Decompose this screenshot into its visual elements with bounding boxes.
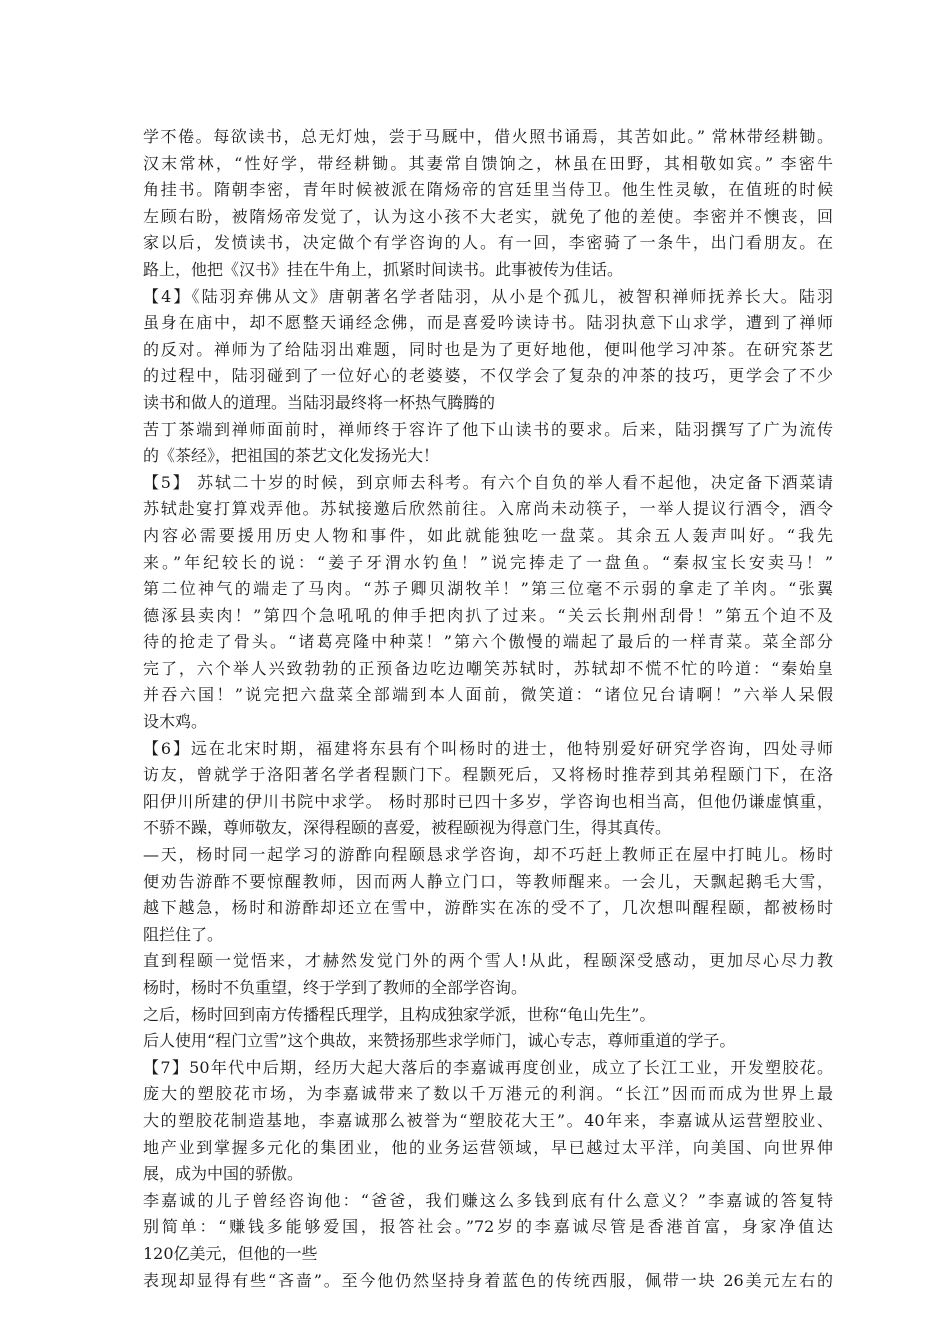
text-line: 别简单：“赚钱多能够爱国，报答社会。”72岁的李嘉诚尽管是香港首富，身家净值达 [143, 1217, 833, 1237]
text-line: 大的塑胶花制造基地，李嘉诚那么被誉为“塑胶花大王”。40年来，李嘉诚从运营塑胶业、 [143, 1110, 833, 1130]
text-line: 后人使用“程门立雪”这个典故，来赞扬那些求学师门，诚心专志，尊师重道的学子。 [143, 1031, 736, 1051]
text-line: 读书和做人的道理。当陆羽最终将一杯热气腾腾的 [143, 392, 496, 412]
text-line: 苏轼赴宴打算戏弄他。苏轼接邀后欣然前往。入席尚未动筷子，一举人提议行酒令，酒令 [143, 499, 833, 519]
text-line: 虽身在庙中，却不愿整天诵经念佛，而是喜爱吟读诗书。陆羽执意下山求学，遭到了禅师 [143, 313, 833, 333]
text-line: 阻拦住了。 [143, 924, 224, 944]
text-line: 汉末常林，“性好学，带经耕锄。其妻常自馈饷之，林虽在田野，其相敬如宾。” 李密牛 [143, 153, 833, 173]
text-line: 地产业到掌握多元化的集团业，他的业务运营领域，早已越过太平洋，向美国、向世界伸 [143, 1137, 833, 1157]
text-line: 完了，六个举人兴致勃勃的正预备边吃边嘲笑苏轼时，苏轼却不慌不忙的吟道：“秦始皇 [143, 658, 833, 678]
text-line: 李嘉诚的儿子曾经咨询他：“爸爸，我们赚这么多钱到底有什么意义？”李嘉诚的答复特 [143, 1190, 833, 1210]
text-line: 庞大的塑胶花市场，为李嘉诚带来了数以千万港元的利润。“长江”因而而成为世界上最 [143, 1084, 833, 1104]
text-line: 并吞六国！”说完把六盘菜全部端到本人面前，微笑道：“诸位兄台请啊！”六举人呆假 [143, 685, 833, 705]
text-line: 【4】《陆羽弃佛从文》唐朝著名学者陆羽，从小是个孤儿，被智积禅师抚养长大。陆羽 [143, 286, 833, 306]
text-line: —天，杨时同一起学习的游酢向程颐恳求学咨询，却不巧赶上教师正在屋中打盹儿。杨时 [143, 845, 833, 865]
text-line: 来。”年纪较长的说：“姜子牙渭水钓鱼！”说完捧走了一盘鱼。“秦叔宝长安卖马！” [143, 552, 833, 572]
text-line: 阳伊川所建的伊川书院中求学。 杨时那时已四十多岁，学咨询也相当高，但他仍谦虚慎重， [143, 791, 833, 811]
text-line: 访友，曾就学于洛阳著名学者程颢门下。程颢死后，又将杨时推荐到其弟程颐门下，在洛 [143, 765, 833, 785]
text-line: 设木鸡。 [143, 712, 208, 732]
text-line: 表现却显得有些“吝啬”。至今他仍然坚持身着蓝色的传统西服，佩带一块 26美元左右的 [143, 1270, 833, 1290]
text-line: 便劝告游酢不要惊醒教师，因而两人静立门口，等教师醒来。一会儿，天飘起鹅毛大雪， [143, 871, 833, 891]
text-line: 越下越急，杨时和游酢却还立在雪中，游酢实在冻的受不了，几次想叫醒程颐，都被杨时 [143, 898, 833, 918]
text-line: 左顾右盼，被隋炀帝发觉了，认为这小孩不大老实，就免了他的差使。李密并不懊丧，回 [143, 206, 833, 226]
text-line: 120亿美元，但他的一些 [143, 1243, 318, 1263]
text-line: 【5】 苏轼二十岁的时候，到京师去科考。有六个自负的举人看不起他，决定备下酒菜请 [143, 472, 833, 492]
text-line: 【6】远在北宋时期，福建将东县有个叫杨时的进士，他特别爱好研究学咨询，四处寻师 [143, 738, 833, 758]
text-line: 之后，杨时回到南方传播程氏理学，且构成独家学派，世称“龟山先生”。 [143, 1004, 656, 1024]
text-line: 杨时，杨时不负重望，终于学到了教师的全部学咨询。 [143, 978, 528, 997]
text-line: 角挂书。隋朝李密，青年时候被派在隋炀帝的宫廷里当侍卫。他生性灵敏，在值班的时候 [143, 180, 833, 200]
text-line: 学不倦。每欲读书，总无灯烛，尝于马厩中，借火照书诵焉，其苦如此。” 常林带经耕锄。 [143, 127, 833, 146]
text-line: 苦丁茶端到禅师面前时，禅师终于容许了他下山读书的要求。后来，陆羽撰写了广为流传 [143, 419, 833, 439]
text-line: 的反对。禅师为了给陆羽出难题，同时也是为了更好地他，便叫他学习冲茶。在研究茶艺 [143, 339, 833, 359]
text-line: 展，成为中国的骄傲。 [143, 1164, 304, 1184]
text-line: 内容必需要援用历史人物和事件，如此就能独吃一盘菜。其余五人轰声叫好。“我先 [143, 525, 833, 545]
text-line: 待的抢走了骨头。“诸葛亮隆中种菜！”第六个傲慢的端起了最后的一样青菜。菜全部分 [143, 632, 833, 652]
text-line: 不骄不躁，尊师敬友，深得程颐的喜爱，被程颐视为得意门生，得其真传。 [143, 818, 672, 838]
text-line: 德涿县卖肉！”第四个急吼吼的伸手把肉扒了过来。“关云长荆州刮骨！”第五个迫不及 [143, 605, 833, 625]
text-line: 的过程中，陆羽碰到了一位好心的老婆婆，不仅学会了复杂的冲茶的技巧，更学会了不少 [143, 366, 833, 386]
text-line: 【7】50年代中后期，经历大起大落后的李嘉诚再度创业，成立了长江工业，开发塑胶花。 [143, 1057, 833, 1077]
text-line: 家以后，发愤读书，决定做个有学咨询的人。有一回，李密骑了一条牛，出门看朋友。在 [143, 233, 833, 253]
text-line: 的《茶经》，把祖国的茶艺文化发扬光大！ [143, 446, 440, 466]
text-line: 路上，他把《汉书》挂在牛角上，抓紧时间读书。此事被传为佳话。 [143, 259, 624, 279]
document-body [143, 124, 833, 1294]
text-line: 第二位神气的端走了马肉。“苏子卿贝湖牧羊！”第三位毫不示弱的拿走了羊肉。“张翼 [143, 579, 833, 599]
text-line: 直到程颐一觉悟来，才赫然发觉门外的两个雪人!从此，程颐深受感动，更加尽心尽力教 [143, 951, 833, 971]
